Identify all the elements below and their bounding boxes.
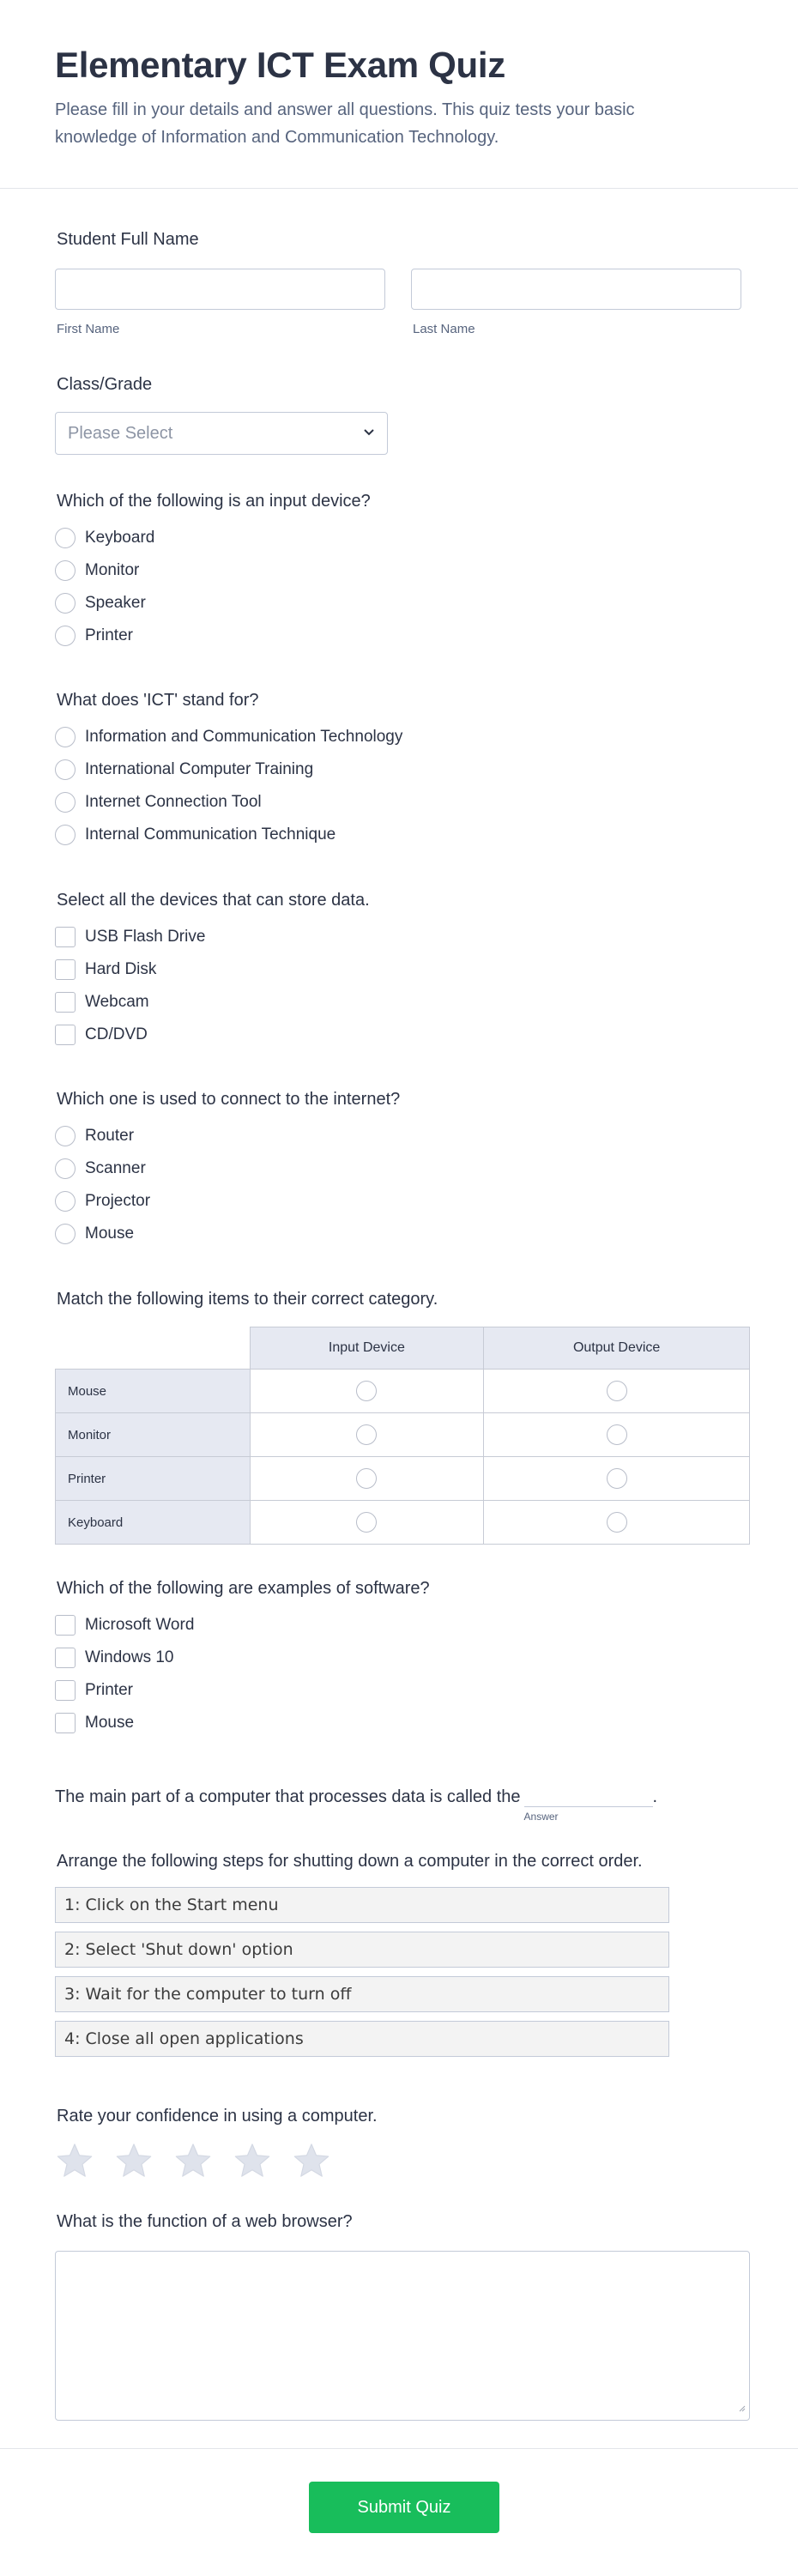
option-label: Mouse [85,1225,135,1243]
option-label: International Computer Training [85,760,314,778]
checkbox[interactable] [55,1680,76,1701]
radio-option[interactable] [55,554,371,587]
class-grade-field [55,375,388,455]
checkbox-option[interactable] [55,1642,430,1674]
checkbox[interactable] [55,1025,76,1045]
matrix-row [56,1413,750,1457]
star-icon[interactable] [233,2142,272,2180]
form-header [0,0,798,189]
radio-option[interactable] [55,620,371,652]
matrix-row [56,1370,750,1413]
question-browser [55,2212,750,2421]
option-label: Printer [85,1681,133,1699]
fill-blank-suffix: . [652,1787,658,1806]
checkbox-option[interactable] [55,1674,430,1707]
checkbox-option[interactable] [55,1609,430,1642]
radio-option[interactable] [55,721,402,753]
checkbox[interactable] [55,992,76,1013]
star-icon[interactable] [173,2142,213,2180]
radio-option[interactable] [55,1185,400,1218]
matrix-row [56,1457,750,1501]
option-label: Webcam [85,993,149,1011]
question-label: Which of the following are examples of software? [57,1579,430,1598]
checkbox[interactable] [55,927,76,947]
matrix-radio[interactable] [356,1381,377,1401]
first-name-input[interactable] [55,269,385,310]
class-grade-select[interactable] [55,412,388,455]
radio-button[interactable] [55,792,76,813]
submit-button[interactable]: Submit Quiz [309,2482,499,2533]
radio-option[interactable] [55,819,402,851]
option-label: Keyboard [85,529,155,547]
matrix-radio[interactable] [356,1468,377,1489]
browser-answer-textarea[interactable] [55,2251,750,2421]
star-icon[interactable] [55,2142,94,2180]
matrix-column-header: Output Device [484,1327,750,1370]
radio-button[interactable] [55,626,76,646]
question-label: Match the following items to their correct category. [57,1290,438,1309]
matrix-radio[interactable] [607,1424,627,1445]
matrix-radio[interactable] [356,1512,377,1533]
question-label: What is the function of a web browser? [57,2212,353,2231]
matrix-row-header: Keyboard [56,1501,251,1545]
class-grade-placeholder: Please Select [68,423,173,443]
checkbox-option[interactable] [55,953,370,986]
checkbox-option[interactable] [55,921,370,953]
option-label: USB Flash Drive [85,928,206,946]
option-label: Internal Communication Technique [85,825,336,844]
resize-handle-icon[interactable] [737,2401,746,2416]
radio-button[interactable] [55,727,76,747]
checkbox[interactable] [55,959,76,980]
fill-blank-input[interactable] [524,1787,653,1807]
option-label: Router [85,1127,135,1145]
checkbox[interactable] [55,1615,76,1636]
order-item[interactable]: 2: Select 'Shut down' option [55,1932,669,1968]
question-label: Select all the devices that can store data. [57,891,370,910]
radio-button[interactable] [55,1224,76,1244]
matrix-table [55,1327,750,1545]
question-input-device [55,492,371,652]
matrix-radio[interactable] [607,1381,627,1401]
checkbox[interactable] [55,1648,76,1668]
option-label: Hard Disk [85,960,157,978]
question-label: Rate your confidence in using a computer. [57,2107,378,2126]
matrix-radio[interactable] [356,1424,377,1445]
checkbox-option[interactable] [55,986,370,1019]
radio-option[interactable] [55,1152,400,1185]
order-item[interactable]: 4: Close all open applications [55,2021,669,2057]
fill-blank-text: The main part of a computer that processes data is called the [55,1787,521,1806]
student-name-label: Student Full Name [57,230,199,249]
option-label: CD/DVD [85,1025,148,1043]
option-label: Mouse [85,1714,135,1732]
checkbox-option[interactable] [55,1707,430,1739]
option-label: Scanner [85,1159,146,1177]
question-label: Which one is used to connect to the internet? [57,1090,401,1109]
matrix-radio[interactable] [607,1512,627,1533]
option-label: Printer [85,626,133,644]
radio-button[interactable] [55,759,76,780]
form-footer [0,2448,798,2576]
last-name-sublabel: Last Name [413,322,475,336]
radio-option[interactable] [55,786,402,819]
radio-button[interactable] [55,1158,76,1179]
question-label: What does 'ICT' stand for? [57,691,259,710]
form-description: Please fill in your details and answer all questions. This quiz tests your basic knowledge of Information and Communication Technology. [55,100,635,147]
matrix-row [56,1501,750,1545]
star-icon[interactable] [114,2142,154,2180]
first-name-sublabel: First Name [57,322,120,336]
option-label: Monitor [85,561,140,579]
matrix-row-header: Monitor [56,1413,251,1457]
radio-button[interactable] [55,1126,76,1146]
question-fill-blank [55,1787,657,1823]
star-rating [55,2142,378,2180]
radio-option[interactable] [55,753,402,786]
option-label: Internet Connection Tool [85,793,262,811]
option-label: Information and Communication Technology [85,728,403,746]
student-name-field [55,230,741,336]
matrix-column-header: Input Device [250,1327,484,1370]
question-ict [55,691,402,851]
radio-button[interactable] [55,528,76,548]
matrix-row-header: Mouse [56,1370,251,1413]
last-name-input[interactable] [411,269,741,310]
radio-option[interactable] [55,1120,400,1152]
radio-button[interactable] [55,560,76,581]
question-storage [55,891,370,1051]
checkbox[interactable] [55,1713,76,1733]
matrix-radio[interactable] [607,1468,627,1489]
chevron-down-icon [363,426,375,441]
checkbox-option[interactable] [55,1019,370,1051]
question-matrix [55,1290,750,1545]
radio-button[interactable] [55,825,76,845]
radio-option[interactable] [55,1218,400,1250]
question-rating [55,2107,378,2180]
order-item[interactable]: 3: Wait for the computer to turn off [55,1976,669,2012]
option-label: Projector [85,1192,151,1210]
radio-button[interactable] [55,593,76,614]
fill-blank-sublabel: Answer [523,1811,559,1823]
question-label: Arrange the following steps for shutting down a computer in the correct order. [57,1852,643,1871]
option-label: Windows 10 [85,1648,174,1666]
matrix-row-header: Printer [56,1457,251,1501]
question-label: Which of the following is an input device? [57,492,371,511]
form-title: Elementary ICT Exam Quiz [55,45,505,85]
radio-option[interactable] [55,522,371,554]
radio-option[interactable] [55,587,371,620]
question-software [55,1579,430,1739]
class-grade-label: Class/Grade [57,375,153,394]
order-item[interactable]: 1: Click on the Start menu [55,1887,669,1923]
option-label: Speaker [85,594,146,612]
question-order [55,1852,669,2065]
option-label: Microsoft Word [85,1616,195,1634]
radio-button[interactable] [55,1191,76,1212]
star-icon[interactable] [292,2142,331,2180]
question-internet [55,1090,400,1250]
